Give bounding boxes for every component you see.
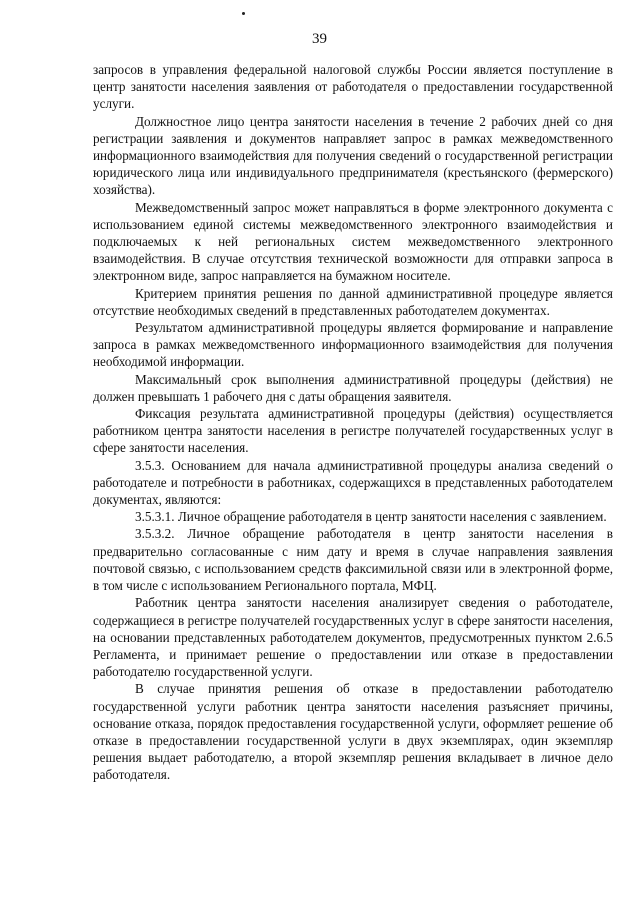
paragraph-section-3-5-3-1: 3.5.3.1. Личное обращение работодателя в центр занятости населения с заявлением.: [135, 509, 607, 525]
paragraph-decision-criterion: Критерием принятия решения по данной административной процедуре является отсутствие необходимых сведений в представленных работодателем документах.: [93, 285, 613, 318]
page-number: 39: [312, 31, 327, 47]
paragraph-section-3-5-3: 3.5.3. Основанием для начала административной процедуры анализа сведений о работодателе и потребности в работниках, содержащихся в представленных работодателем документах, являются:: [93, 457, 613, 508]
paragraph-interagency-request: Межведомственный запрос может направляться в форме электронного документа с использованием единой системы межведомственного электронного взаимодействия и подключаемых к ней региональных систем межведомственного электронного взаимодействия. В случае отсутствия технической возможности для отправки запроса в электронном виде, запрос направляется на бумажном носителе.: [93, 199, 613, 284]
paragraph-section-3-5-3-2: 3.5.3.2. Личное обращение работодателя в центр занятости населения в предварительно согласованные с ним дату и время в случае направления заявления почтовой связью, с использованием средств факсимильной связи или в электронной форме, в том числе с использованием Регионального портала, МФЦ.: [93, 526, 613, 594]
paragraph-max-duration: Максимальный срок выполнения административной процедуры (действия) не должен превышать 1 рабочего дня с даты обращения заявителя.: [93, 371, 613, 404]
paragraph-procedure-result: Результатом административной процедуры является формирование и направление запроса в рамках межведомственного информационного взаимодействия для получения необходимой информации.: [93, 320, 613, 370]
paragraph-result-recording: Фиксация результата административной процедуры (действия) осуществляется работником центра занятости населения в регистре получателей государственных услуг в сфере занятости населения.: [93, 406, 613, 456]
paragraph-refusal-procedure: В случае принятия решения об отказе в предоставлении работодателю государственной услуги работник центра занятости населения разъясняет причины, основание отказа, порядок предоставления государственной услуги, оформляет решение об отказе в предоставлении государственной услуги в двух экземплярах, один экземпляр решения выдает работодателю, а второй экземпляр решения вкладывает в личное дело работодателя.: [93, 681, 613, 783]
paragraph-official-request: Должностное лицо центра занятости населения в течение 2 рабочих дней со дня регистрации заявления и документов направляет запрос в рамках межведомственного информационного взаимодействия для получения сведений о государственной регистрации юридического лица или индивидуального предпринимателя (крестьянского (фермерского) хозяйства).: [93, 113, 613, 198]
paragraph-continuation: запросов в управления федеральной налоговой службы России является поступление в центр занятости населения заявления от работодателя о предоставлении государственной услуги.: [93, 62, 613, 112]
scan-dot-mark: [242, 12, 245, 15]
document-body: [93, 61, 613, 784]
paragraph-employer-analysis: Работник центра занятости населения анализирует сведения о работодателе, содержащиеся в регистре получателей государственных услуг в сфере занятости населения, на основании представленных работодателем документов, предусмотренных пунктом 2.6.5 Регламента, и принимает решение о предоставлении или отказе в предоставлении работодателю государственной услуги.: [93, 595, 613, 680]
